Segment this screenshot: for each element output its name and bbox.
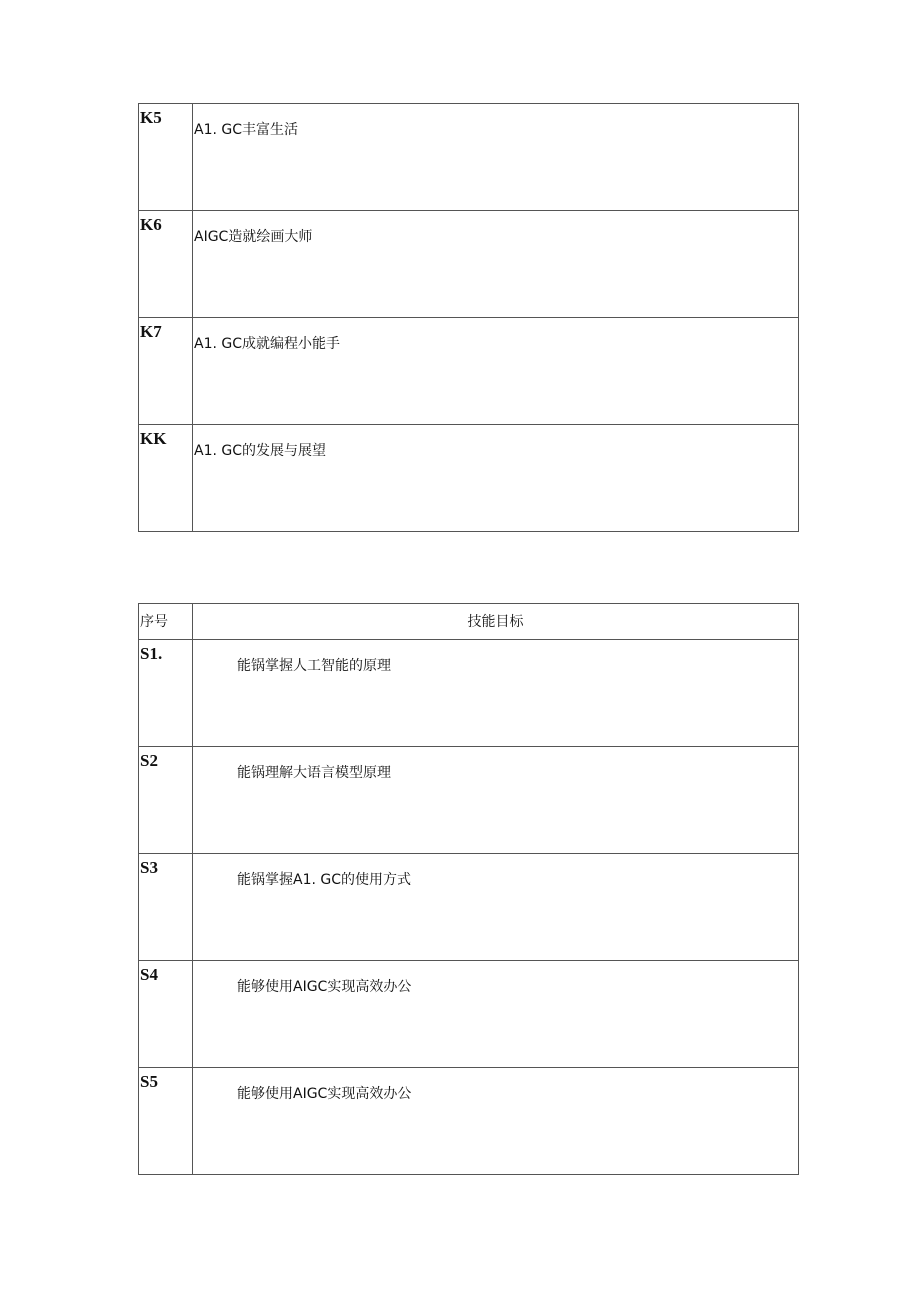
table-row — [139, 104, 799, 211]
table-row — [139, 640, 799, 747]
row-text: 能锅掌握A1. GC的使用方式 — [193, 854, 799, 961]
row-text: 能锅掌握人工智能的原理 — [193, 640, 799, 747]
table-row — [139, 425, 799, 532]
row-id: S4 — [139, 961, 193, 1068]
column-header-id: 序号 — [139, 604, 193, 640]
row-id: K7 — [139, 318, 193, 425]
table-row — [139, 747, 799, 854]
table-row — [139, 1068, 799, 1175]
table-row — [139, 961, 799, 1068]
row-text: 能够使用AIGC实现高效办公 — [193, 1068, 799, 1175]
knowledge-goals-table — [138, 103, 799, 532]
row-text: 能够使用AIGC实现高效办公 — [193, 961, 799, 1068]
table-row — [139, 211, 799, 318]
row-id: S3 — [139, 854, 193, 961]
table-header-row — [139, 604, 799, 640]
column-header-title: 技能目标 — [193, 604, 799, 640]
row-id: S5 — [139, 1068, 193, 1175]
row-id: S2 — [139, 747, 193, 854]
row-text: A1. GC丰富生活 — [193, 104, 799, 211]
skill-goals-table — [138, 603, 799, 1175]
row-id: KK — [139, 425, 193, 532]
row-text: A1. GC成就编程小能手 — [193, 318, 799, 425]
row-text: 能锅理解大语言模型原理 — [193, 747, 799, 854]
row-id: K5 — [139, 104, 193, 211]
row-text: A1. GC的发展与展望 — [193, 425, 799, 532]
table-row — [139, 854, 799, 961]
row-id: S1. — [139, 640, 193, 747]
table-row — [139, 318, 799, 425]
row-text: AIGC造就绘画大师 — [193, 211, 799, 318]
row-id: K6 — [139, 211, 193, 318]
